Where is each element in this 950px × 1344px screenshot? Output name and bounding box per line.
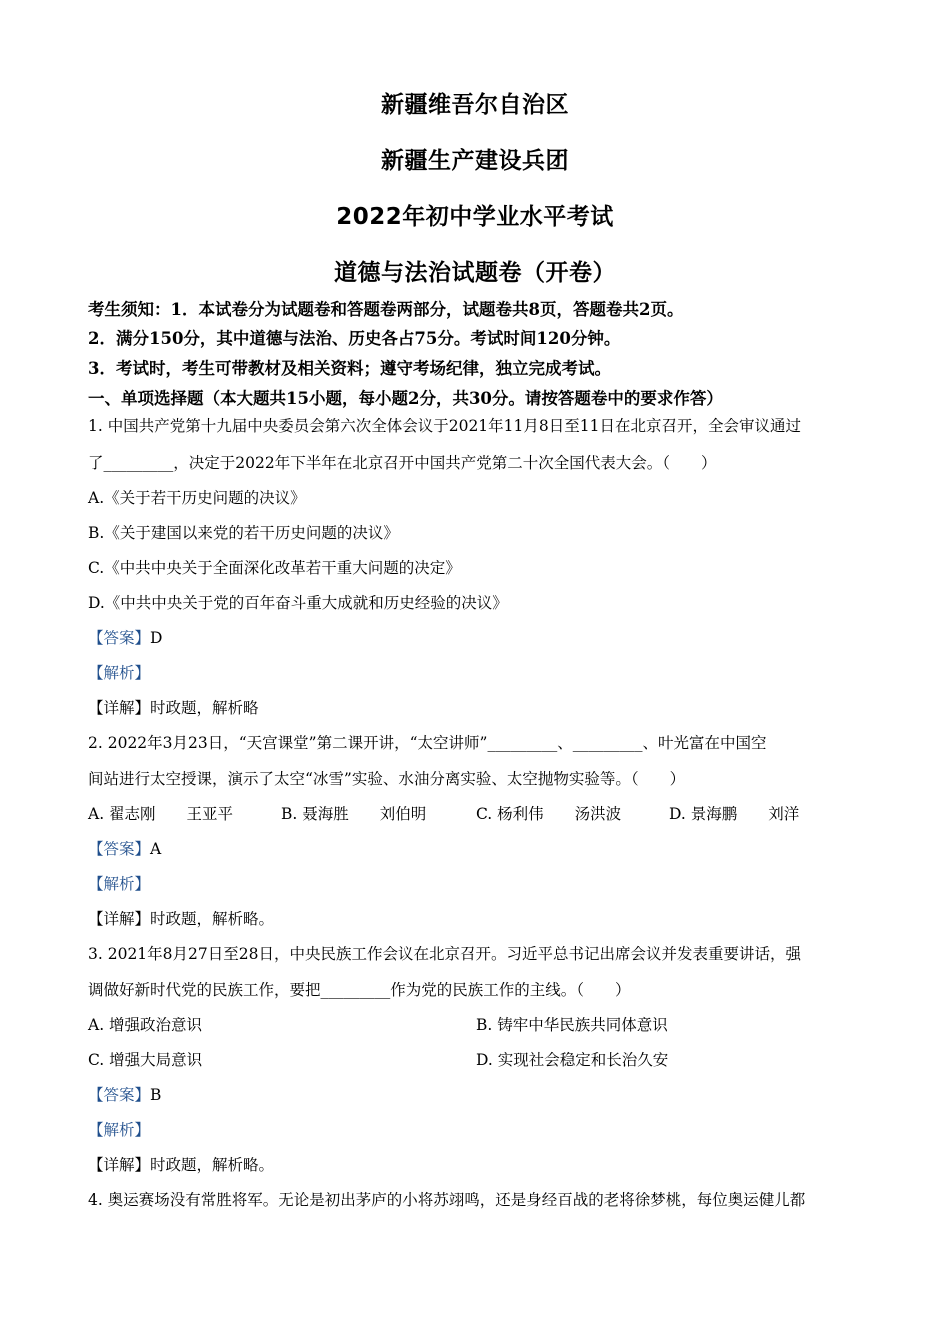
q2-option-d: D. 景海鹏 刘洋 bbox=[669, 805, 800, 823]
q2-option-a: A. 翟志刚 王亚平 bbox=[88, 805, 234, 823]
detail-text: 时政题，解析略。 bbox=[150, 910, 275, 928]
answer-value: B bbox=[150, 1086, 162, 1104]
q3-option-a: A. 增强政治意识 bbox=[88, 1016, 203, 1034]
q2-option-b: B. 聂海胜 刘伯明 bbox=[281, 805, 427, 823]
title-exam: 2022年初中学业水平考试 bbox=[336, 204, 614, 230]
answer-tag: 【答案】 bbox=[88, 1086, 151, 1104]
answer-tag: 【答案】 bbox=[88, 840, 151, 858]
answer-value: A bbox=[150, 840, 162, 858]
q1-analysis-tag: 【解析】 bbox=[88, 664, 151, 682]
q1-stem-line-2: 了_________，决定于2022年下半年在北京召开中国共产党第二十次全国代表大会。（ ） bbox=[88, 454, 717, 472]
q3-stem-line-1: 3. 2021年8月27日至28日，中央民族工作会议在北京召开。习近平总书记出席会议并发表重要讲话，强 bbox=[88, 945, 801, 963]
notice-line-3: 3．考试时，考生可带教材及相关资料；遵守考场纪律，独立完成考试。 bbox=[88, 359, 611, 378]
q2-option-c: C. 杨利伟 汤洪波 bbox=[476, 805, 622, 823]
q3-option-b: B. 铸牢中华民族共同体意识 bbox=[476, 1016, 668, 1034]
q4-stem-line-1: 4. 奥运赛场没有常胜将军。无论是初出茅庐的小将苏翊鸣，还是身经百战的老将徐梦桃，每位奥运健儿都 bbox=[88, 1191, 806, 1209]
answer-tag: 【答案】 bbox=[88, 629, 151, 647]
q3-option-d: D. 实现社会稳定和长治久安 bbox=[476, 1051, 669, 1069]
q1-detail bbox=[88, 696, 259, 718]
q2-analysis-tag: 【解析】 bbox=[88, 875, 151, 893]
q3-option-c: C. 增强大局意识 bbox=[88, 1051, 203, 1069]
q1-option-b: B.《关于建国以来党的若干历史问题的决议》 bbox=[88, 524, 399, 542]
detail-text: 时政题，解析略 bbox=[150, 699, 259, 717]
title-organization: 新疆生产建设兵团 bbox=[381, 148, 569, 174]
detail-tag: 【详解】 bbox=[88, 1156, 151, 1174]
notice-line-2: 2．满分150分，其中道德与法治、历史各占75分。考试时间120分钟。 bbox=[88, 329, 621, 348]
q2-detail bbox=[88, 907, 274, 929]
q1-option-c: C.《中共中央关于全面深化改革若干重大问题的决定》 bbox=[88, 559, 461, 577]
q2-stem-line-1: 2. 2022年3月23日，“天宫课堂”第二课开讲，“太空讲师”_________、_________、叶光富在中国空 bbox=[88, 734, 767, 752]
q2-stem-line-2: 间站进行太空授课，演示了太空“冰雪”实验、水油分离实验、太空抛物实验等。（ ） bbox=[88, 770, 686, 788]
title-subject: 道德与法治试题卷（开卷） bbox=[334, 260, 616, 286]
q1-stem-line-1: 1. 中国共产党第十九届中央委员会第六次全体会议于2021年11月8日至11日在北京召开，全会审议通过 bbox=[88, 417, 801, 435]
title-region: 新疆维吾尔自治区 bbox=[381, 92, 569, 118]
q3-stem-line-2: 调做好新时代党的民族工作，要把_________作为党的民族工作的主线。（ ） bbox=[88, 981, 631, 999]
notice-line-1: 考生须知：1．本试卷分为试题卷和答题卷两部分，试题卷共8页，答题卷共2页。 bbox=[88, 300, 684, 319]
q2-answer bbox=[88, 837, 161, 859]
q1-answer bbox=[88, 626, 162, 648]
q3-detail bbox=[88, 1153, 274, 1175]
q1-option-a: A.《关于若干历史问题的决议》 bbox=[88, 489, 306, 507]
detail-tag: 【详解】 bbox=[88, 699, 151, 717]
q3-answer bbox=[88, 1083, 161, 1105]
q1-option-d: D.《中共中央关于党的百年奋斗重大成就和历史经验的决议》 bbox=[88, 594, 508, 612]
detail-tag: 【详解】 bbox=[88, 910, 151, 928]
detail-text: 时政题，解析略。 bbox=[150, 1156, 275, 1174]
answer-value: D bbox=[150, 629, 163, 647]
section-heading: 一、单项选择题（本大题共15小题，每小题2分，共30分。请按答题卷中的要求作答） bbox=[88, 389, 723, 408]
q3-analysis-tag: 【解析】 bbox=[88, 1121, 151, 1139]
